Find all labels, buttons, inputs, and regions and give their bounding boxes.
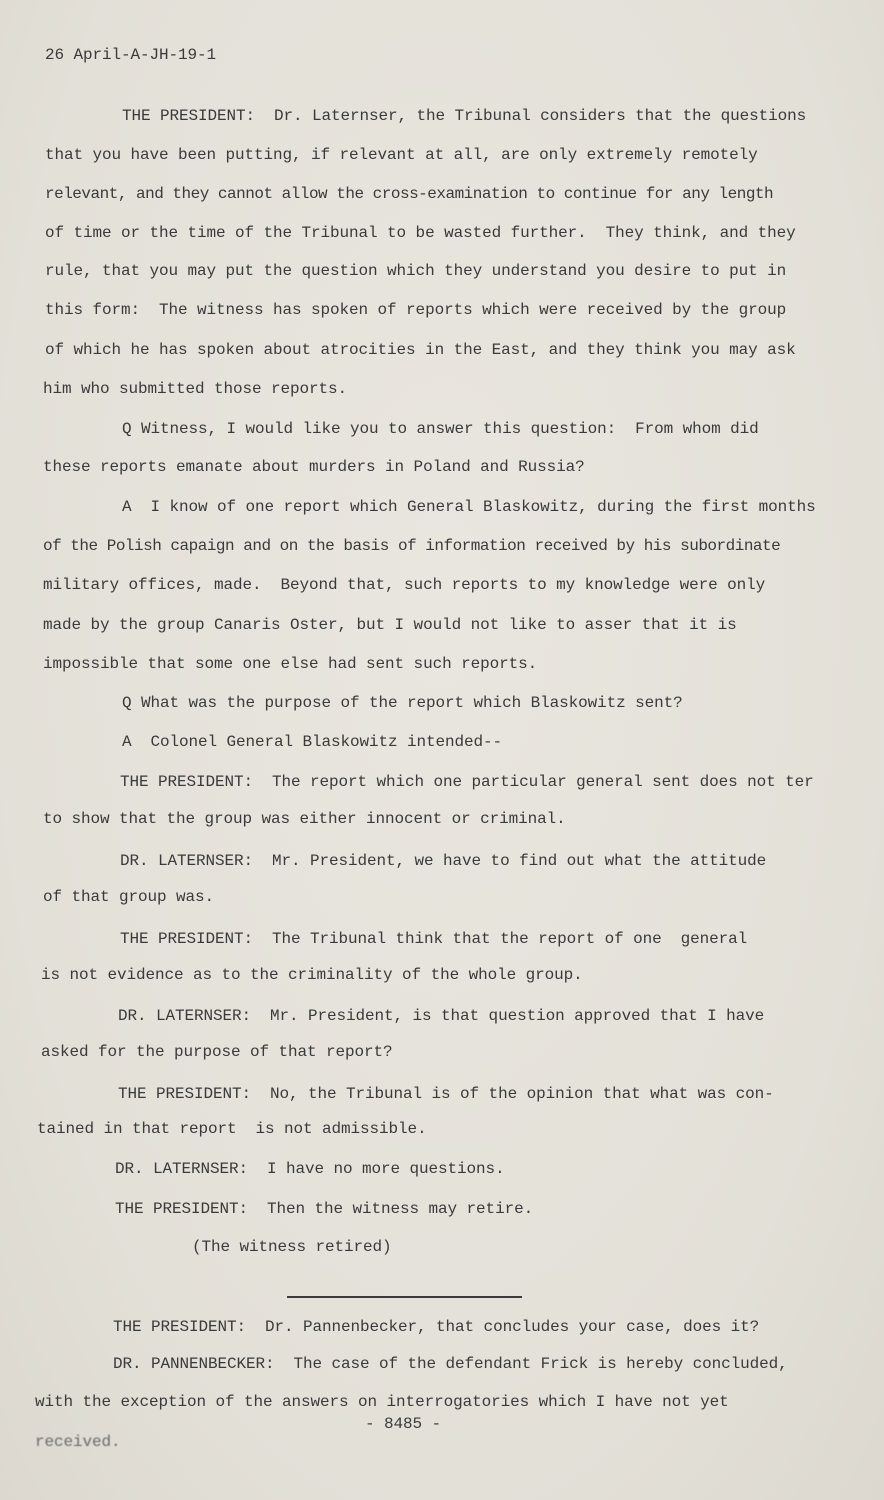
text-line: (The witness retired) [192,1238,392,1256]
document-header: 26 April-A-JH-19-1 [45,46,217,64]
text-line: THE PRESIDENT: The report which one particular general sent does not ter [120,773,814,791]
page-number: - 8485 - [365,1415,442,1433]
text-line: with the exception of the answers on interrogatories which I have not yet [35,1393,729,1411]
text-line: THE PRESIDENT: The Tribunal think that the report of one general [120,930,748,948]
text-line: of which he has spoken about atrocities in the East, and they think you may ask [45,341,796,359]
text-line: of time or the time of the Tribunal to be wasted further. They think, and they [45,224,796,242]
text-line: that you have been putting, if relevant at all, are only extremely remotely [45,146,758,164]
text-line: of that group was. [43,888,215,906]
text-line: DR. LATERNSER: Mr. President, is that question approved that I have [118,1007,765,1025]
text-line: A I know of one report which General Blaskowitz, during the first months [122,498,816,516]
text-line: DR. LATERNSER: Mr. President, we have to find out what the attitude [120,852,767,870]
text-line: relevant, and they cannot allow the cross-examination to continue for any length [45,185,774,203]
text-line: rule, that you may put the question which they understand you desire to put in [45,262,787,280]
text-line: this form: The witness has spoken of reports which were received by the group [45,301,787,319]
text-line: Q Witness, I would like you to answer this question: From whom did [122,420,759,438]
text-line: military offices, made. Beyond that, such reports to my knowledge were only [43,576,766,594]
text-line: him who submitted those reports. [43,380,348,398]
text-line: these reports emanate about murders in Poland and Russia? [43,458,585,476]
text-line: of the Polish capaign and on the basis of information received by his subordinate [43,537,781,555]
text-line: to show that the group was either innocent or criminal. [43,810,566,828]
text-line: received. [35,1433,121,1451]
text-line: DR. PANNENBECKER: The case of the defendant Frick is hereby concluded, [113,1355,788,1373]
text-line: THE PRESIDENT: Dr. Pannenbecker, that concludes your case, does it? [113,1318,760,1336]
text-line: made by the group Canaris Oster, but I would not like to asser that it is [43,616,737,634]
text-line: tained in that report is not admissible. [37,1120,427,1138]
text-line: asked for the purpose of that report? [41,1043,393,1061]
text-line: THE PRESIDENT: Then the witness may retire. [115,1200,534,1218]
text-line: impossible that some one else had sent such reports. [43,655,538,673]
text-line: THE PRESIDENT: No, the Tribunal is of the opinion that what was con- [118,1085,774,1103]
text-line: DR. LATERNSER: I have no more questions. [115,1160,505,1178]
text-line: Q What was the purpose of the report which Blaskowitz sent? [122,694,683,712]
text-line: A Colonel General Blaskowitz intended-- [122,733,503,751]
section-divider [287,1296,522,1298]
text-line: is not evidence as to the criminality of the whole group. [41,966,583,984]
text-line: THE PRESIDENT: Dr. Laternser, the Tribunal considers that the questions [122,107,807,125]
